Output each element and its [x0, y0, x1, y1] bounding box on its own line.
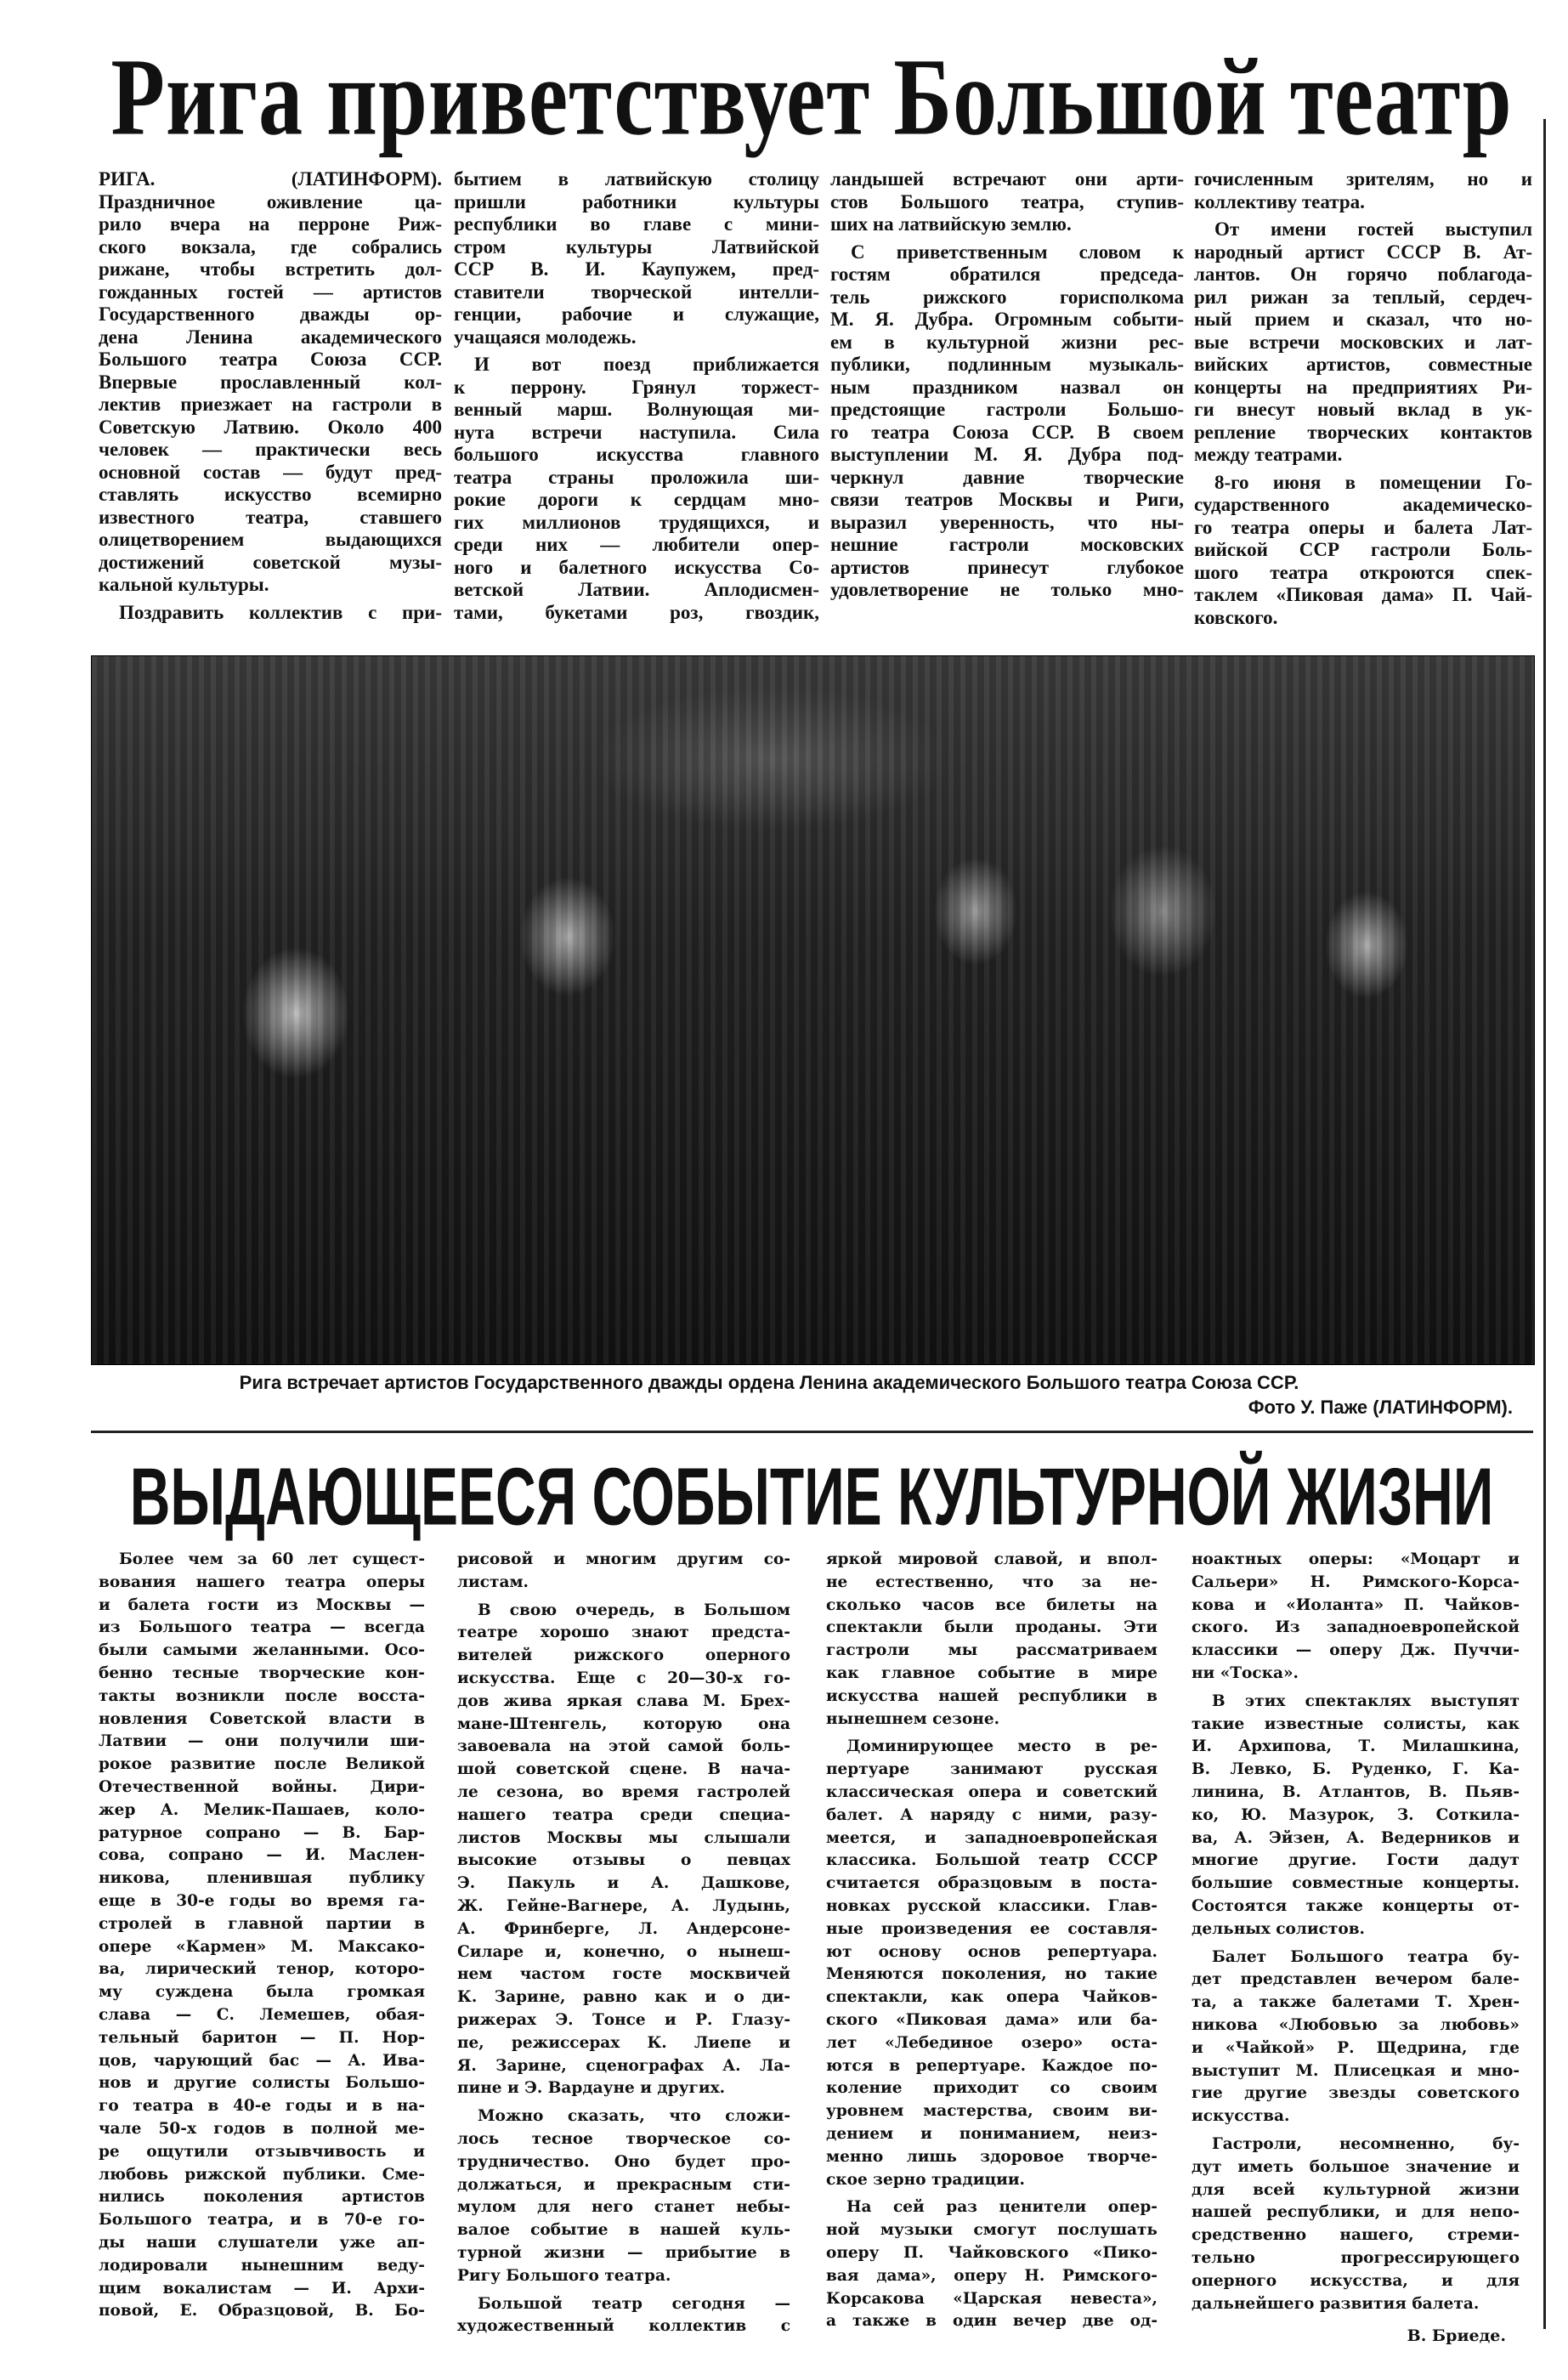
text-line: завоевала на этой самой боль- [457, 1737, 790, 1756]
text-line: ются в репертуаре. Каждое по- [826, 2056, 1158, 2075]
text-line: тельный баритон — П. Нор- [99, 2028, 425, 2047]
text-line: ского вокзала, где собрались [99, 235, 442, 258]
text-line: классики — оперу Дж. Пуччи- [1192, 1641, 1520, 1660]
text-line: В этих спектаклях выступят [1212, 1692, 1520, 1710]
text-line: гих миллионов трудящихся, и [454, 511, 819, 533]
text-line: дальнейшего развития балета. [1192, 2294, 1480, 2313]
text-line: ландышей встречают они арти- [830, 168, 1184, 190]
text-line: ковского. [1194, 606, 1278, 628]
article-column [1192, 1549, 1520, 2315]
text-line: выступит М. Плисецкая и мно- [1192, 2061, 1520, 2080]
text-line: удовлетворение не только мно- [830, 579, 1184, 600]
text-line: опере «Кармен» М. Максако- [99, 1937, 425, 1956]
article-column [826, 1549, 1158, 2333]
text-line: Ригу Большого театра. [457, 2266, 671, 2285]
text-line: дут иметь большое значение и [1192, 2157, 1520, 2176]
text-line: К. Зарине, равно как и о ди- [457, 1988, 790, 2007]
text-line: такты возникли после восста- [99, 1686, 425, 1705]
text-line: публики, подлинным музыкаль- [830, 354, 1184, 375]
text-line: высокие отзывы о певцах [457, 1851, 790, 1870]
article-column [1194, 168, 1532, 629]
text-line: повой, Е. Образцовой, В. Бо- [99, 2302, 425, 2320]
text-line: ва, А. Эйзен, А. Ведерников и [1192, 1828, 1520, 1847]
text-line: к перрону. Грянул торжест- [454, 376, 819, 398]
text-line: Большого театра, и в 70-е го- [99, 2211, 425, 2230]
text-line: ре ощутили отзывчивость и [99, 2142, 425, 2161]
text-line: учащаяся молодежь. [454, 326, 637, 348]
text-line: большие совместные концерты. [1192, 1874, 1520, 1893]
text-line: му суждена была громкая [99, 1983, 425, 2002]
text-line: ского. Из западноевропейской [1192, 1618, 1520, 1637]
text-line: Корсакова «Царская невеста», [826, 2289, 1158, 2308]
text-line: Меняются поколения, но такие [826, 1965, 1158, 1984]
text-line: Большого театра Союза ССР. [99, 348, 442, 370]
text-line: Силаре и, конечно, о нынеш- [457, 1942, 790, 1961]
text-line: концерты на предприятиях Ри- [1194, 376, 1532, 398]
text-line: ный прием и сказал, что но- [1194, 309, 1532, 330]
text-line: листов Москвы мы слышали [457, 1828, 790, 1847]
text-line: лантов. Он горячо поблагода- [1194, 264, 1532, 285]
text-line: пе, режиссерах К. Лиепе и [457, 2033, 790, 2052]
text-line: ветской Латвии. Аплодисмен- [454, 579, 819, 600]
text-line: и балета гости из Москвы — [99, 1595, 425, 1614]
text-line: как главное событие в мире [826, 1663, 1158, 1682]
news-photo-crowd-at-station [91, 655, 1535, 1365]
text-line: гостям обратился председа- [830, 264, 1184, 285]
author-signature: В. Бриеде. [1407, 2326, 1506, 2345]
text-line: не естественно, что за не- [826, 1572, 1158, 1591]
text-line: трудничество. Оно будет про- [457, 2152, 790, 2171]
photo-texture [92, 656, 1534, 1364]
text-line: сова, сопрано — И. Маслен- [99, 1846, 425, 1865]
text-line: шой советской сцене. В нача- [457, 1760, 790, 1779]
text-line: Балет Большого театра бу- [1212, 1947, 1520, 1966]
text-line: дов жива яркая слава М. Брех- [457, 1692, 790, 1710]
text-line: основной состав — будут пред- [99, 461, 442, 483]
text-line: ского «Пиковая дама» или ба- [826, 2010, 1158, 2029]
text-line: стов Большого театра, ступив- [830, 190, 1184, 212]
text-line: считается образцовым в поста- [826, 1874, 1158, 1893]
text-line: большого искусства главного [454, 444, 819, 465]
text-line: линина, В. Атлантов, В. Пьяв- [1192, 1782, 1520, 1801]
text-line: вийских артистов, совместные [1194, 354, 1532, 375]
text-line: искусства нашей республики в [826, 1686, 1158, 1705]
text-line: таклем «Пиковая дама» П. Чай- [1194, 584, 1532, 605]
text-line: никова, пленившая публику [99, 1869, 425, 1888]
text-line: театре хорошо знают предста- [457, 1624, 790, 1642]
text-line: менно лишь здоровое творче- [826, 2147, 1158, 2166]
text-line: гие другие звезды советского [1192, 2084, 1520, 2103]
text-line: 8-го июня в помещении Го- [1214, 471, 1532, 493]
text-line: известного театра, ставшего [99, 506, 442, 528]
text-line: средственно нашего, стреми- [1192, 2226, 1520, 2245]
text-line: турной жизни — прибытие в [457, 2243, 790, 2262]
text-line: лось тесное творческое со- [457, 2129, 790, 2148]
text-line: нов и другие солисты Большо- [99, 2074, 425, 2093]
text-line: ного и балетного искусства Со- [454, 556, 819, 578]
text-line: связи театров Москвы и Риги, [830, 489, 1184, 510]
text-line: нем частом госте москвичей [457, 1965, 790, 1984]
text-line: нились поколения артистов [99, 2188, 425, 2207]
text-line: еще в 30-е годы во время га- [99, 1891, 425, 1910]
text-line: С приветственным словом к [851, 241, 1184, 263]
text-line: стром культуры Латвийской [454, 235, 819, 258]
text-line: ССР В. И. Каупужем, пред- [454, 258, 819, 280]
text-line: коление приходит со своим [826, 2079, 1158, 2098]
text-line: лектив приезжает на гастроли в [99, 394, 442, 415]
text-line: чале 50-х годов в полной ме- [99, 2119, 425, 2138]
text-line: ным праздником назвал он [830, 376, 1184, 398]
text-line: Сальери» Н. Римского-Корса- [1192, 1572, 1520, 1591]
text-line: искусства. [1192, 2107, 1290, 2126]
text-line: вийской ССР гастроли Боль- [1194, 539, 1532, 560]
text-line: сколько часов все билеты на [826, 1595, 1158, 1614]
text-line: среди них — любители опер- [454, 534, 819, 555]
text-line: артистов принесут глубокое [830, 556, 1184, 578]
photo-caption: Рига встречает артистов Государственного дважды ордена Ленина академического Большого театра Союза ССР. [239, 1372, 1299, 1393]
text-line: гочисленным зрителям, но и [1194, 168, 1532, 190]
text-line: балет. А наряду с ними, разу- [826, 1805, 1158, 1824]
text-line: шого театра откроются спек- [1194, 561, 1532, 583]
text-line: нешние гастроли московских [830, 534, 1184, 555]
text-line: должаться, и прекрасным сти- [457, 2175, 790, 2194]
text-line: рижане, чтобы встретить дол- [99, 258, 442, 280]
text-line: яркой мировой славой, и впол- [826, 1550, 1158, 1568]
text-line: Праздничное оживление ца- [99, 190, 442, 212]
text-line: слава — С. Лемешев, обая- [99, 2005, 425, 2024]
text-line: пришли работники культуры [454, 190, 819, 212]
text-line: ва, лирический тенор, которо- [99, 1960, 425, 1979]
text-line: М. Я. Дубра. Огромным событи- [830, 309, 1184, 330]
text-line: спектакли, как опера Чайков- [826, 1988, 1158, 2007]
text-line: гастроли мы рассматриваем [826, 1641, 1158, 1660]
text-line: ды наши слушатели уже ап- [99, 2233, 425, 2252]
text-line: А. Фринберге, Л. Андерсоне- [457, 1919, 790, 1938]
text-line: и «Чайкой» Р. Щедрина, где [1192, 2038, 1520, 2057]
text-line: дением и пониманием, неиз- [826, 2124, 1158, 2143]
text-line: а также в один вечер две од- [826, 2312, 1158, 2331]
text-line: классическая опера и советский [826, 1782, 1158, 1801]
text-line: Поздравить коллектив с при- [119, 601, 442, 623]
text-line: ни «Тоска». [1192, 1663, 1299, 1682]
text-line: театра страны проложила ши- [454, 466, 819, 488]
text-line: Государственного дважды ор- [99, 303, 442, 325]
column-border-rule [1543, 119, 1546, 2329]
text-line: вые встречи московских и лат- [1194, 331, 1532, 353]
text-line: никова «Любовью за любовь» [1192, 2015, 1520, 2034]
text-line: Доминирующее место в ре- [846, 1737, 1158, 1756]
text-line: ем в культурной жизни рес- [830, 331, 1184, 353]
text-line: Более чем за 60 лет сущест- [119, 1550, 425, 1568]
text-line: меется, и западноевропейская [826, 1828, 1158, 1847]
text-line: нута встречи наступила. Сила [454, 421, 819, 443]
article-column [99, 168, 442, 624]
text-line: тельно прогрессирующего [1192, 2248, 1520, 2267]
text-line: оперного искусства, и для [1192, 2271, 1520, 2290]
article-column [830, 168, 1184, 602]
text-line: уровнем мастерства, своим ви- [826, 2102, 1158, 2121]
text-line: ратурное сопрано — В. Бар- [99, 1823, 425, 1842]
text-line: для всей культурной жизни [1192, 2180, 1520, 2199]
text-line: олицетворением выдающихся [99, 529, 442, 550]
text-line: дельных солистов. [1192, 1919, 1365, 1938]
text-line: тами, букетами роз, гвоздик, [454, 601, 819, 623]
text-line: между театрами. [1194, 444, 1343, 465]
text-line: новления Советской власти в [99, 1709, 425, 1728]
article-column [457, 1549, 790, 2338]
text-line: достижений советской музы- [99, 551, 442, 573]
text-line: В свою очередь, в Большом [478, 1601, 790, 1619]
text-line: Э. Пакуль и А. Дашкове, [457, 1874, 790, 1893]
text-line: стролей в главной партии в [99, 1914, 425, 1933]
text-line: Впервые прославленный кол- [99, 371, 442, 393]
text-line: человек — практически весь [99, 439, 442, 460]
text-line: венный марш. Волнующая ми- [454, 399, 819, 420]
text-line: та, а также балетами Т. Хрен- [1192, 1993, 1520, 2012]
text-line: кальной культуры. [99, 574, 269, 595]
text-line: Отечественной войны. Дири- [99, 1777, 425, 1796]
text-line: нашей республики, и для непо- [1192, 2203, 1520, 2222]
text-line: РИГА. (ЛАТИНФОРМ). [99, 168, 442, 190]
text-line: выразил уверенность, что ны- [830, 511, 1184, 533]
text-line: Можно сказать, что сложи- [478, 2107, 790, 2126]
text-line: такие известные солисты, как [1192, 1714, 1520, 1733]
text-line: дет представлен вечером бале- [1192, 1970, 1520, 1989]
text-line: Состоятся также концерты от- [1192, 1896, 1520, 1915]
text-line: вителей рижского оперного [457, 1646, 790, 1665]
text-line: рило вчера на перроне Риж- [99, 213, 442, 235]
text-line: ставлять искусство всемирно [99, 484, 442, 505]
text-line: И. Архипова, Т. Милашкина, [1192, 1737, 1520, 1756]
photo-credit: Фото У. Паже (ЛАТИНФОРМ). [1248, 1397, 1513, 1418]
text-line: из Большого театра — всегда [99, 1618, 425, 1637]
text-line: ные произведения ее составля- [826, 1919, 1158, 1938]
text-line: коллективу театра. [1194, 190, 1365, 212]
text-line: Я. Зарине, сценографах А. Ла- [457, 2056, 790, 2075]
text-line: От имени гостей выступил [1214, 218, 1532, 240]
text-line: многие другие. Гости дадут [1192, 1851, 1520, 1870]
text-line: ле сезона, во время гастролей [457, 1782, 790, 1801]
text-line: гожданных гостей — артистов [99, 280, 442, 303]
text-line: валое событие в нашей куль- [457, 2221, 790, 2240]
text-line: нынешнем сезоне. [826, 1709, 1000, 1728]
text-line: Советскую Латвию. Около 400 [99, 416, 442, 438]
text-line: рил рижан за теплый, сердеч- [1194, 286, 1532, 308]
text-line: пине и Э. Вардауне и других. [457, 2079, 726, 2098]
text-line: ших на латвийскую землю. [830, 213, 1072, 235]
text-line: художественный коллектив с [457, 2317, 790, 2336]
text-line: народный артист СССР В. Ат- [1194, 241, 1532, 263]
text-line: республики во главе с мини- [454, 213, 819, 235]
text-line: рокое развитие после Великой [99, 1755, 425, 1774]
text-line: мане-Штенгель, которую она [457, 1714, 790, 1733]
article-headline-event: ВЫДАЮЩЕЕСЯ СОБЫТИЕ КУЛЬТУРНОЙ ЖИЗНИ [129, 1450, 1494, 1542]
text-line: го театра оперы и балета Лат- [1194, 516, 1532, 538]
text-line: вая дама», оперу Н. Римского- [826, 2266, 1158, 2285]
text-line: ское зерно традиции. [826, 2170, 1025, 2189]
text-line: цов, чарующий бас — А. Ива- [99, 2051, 425, 2070]
article-headline-riga: Рига приветствует Большой театр [110, 36, 1513, 159]
text-line: мулом для него станет небы- [457, 2198, 790, 2217]
text-line: Латвии — они получили ши- [99, 1732, 425, 1751]
text-line: ставители творческой интелли- [454, 280, 819, 303]
text-line: ной музыки смогут послушать [826, 2221, 1158, 2240]
text-line: Ж. Гейне-Вагнере, А. Лудынь, [457, 1896, 790, 1915]
article-column [99, 1549, 425, 2323]
text-line: бытием в латвийскую столицу [454, 168, 819, 190]
text-line: предстоящие гастроли Большо- [830, 399, 1184, 420]
text-line: рисовой и многим другим со- [457, 1550, 790, 1568]
text-line: оперу П. Чайковского «Пико- [826, 2243, 1158, 2262]
text-line: щим вокалистам — И. Архи- [99, 2279, 425, 2298]
text-line: новках русской классики. Глав- [826, 1896, 1158, 1915]
text-line: выступлении М. Я. Дубра под- [830, 444, 1184, 465]
text-line: пертуаре занимают русская [826, 1760, 1158, 1779]
text-line: ги внесут новый вклад в ук- [1194, 399, 1532, 420]
text-line: рижерах Э. Тонсе и Р. Глазу- [457, 2010, 790, 2029]
text-line: ко, Ю. Мазурок, З. Соткила- [1192, 1805, 1520, 1824]
text-line: бенно тесные творческие кон- [99, 1663, 425, 1682]
article-column [454, 168, 819, 624]
text-line: го театра Союза ССР. В своем [830, 421, 1184, 443]
text-line: Гастроли, несомненно, бу- [1212, 2134, 1520, 2153]
text-line: ют основу основ репертуара. [826, 1942, 1158, 1961]
text-line: черкнул давние творческие [830, 466, 1184, 488]
text-line: рокие дороги к сердцам мно- [454, 489, 819, 510]
text-line: сударственного академическо- [1194, 494, 1532, 515]
text-line: любовь рижской публики. Сме- [99, 2165, 425, 2184]
text-line: листам. [457, 1572, 529, 1591]
text-line: вования нашего театра оперы [99, 1572, 425, 1591]
text-line: Большой театр сегодня — [478, 2294, 790, 2313]
text-line: нашего театра среди специа- [457, 1805, 790, 1824]
text-line: тель рижского горисполкома [830, 286, 1184, 308]
text-line: лет «Лебединое озеро» оста- [826, 2033, 1158, 2052]
text-line: жер А. Мелик-Пашаев, коло- [99, 1800, 425, 1819]
text-line: дена Ленина академического [99, 326, 442, 348]
text-line: генции, рабочие и служащие, [454, 303, 819, 325]
text-line: лодировали нынешним веду- [99, 2256, 425, 2275]
text-line: ноактных оперы: «Моцарт и [1192, 1550, 1520, 1568]
text-line: классика. Большой театр СССР [826, 1851, 1158, 1870]
text-line: репление творческих контактов [1194, 421, 1532, 443]
text-line: были самыми желанными. Осо- [99, 1641, 425, 1660]
text-line: спектакли были проданы. Эти [826, 1618, 1158, 1637]
text-line: го театра в 40-е годы и в на- [99, 2097, 425, 2116]
text-line: В. Левко, Б. Руденко, Г. Ка- [1192, 1760, 1520, 1779]
text-line: И вот поезд приближается [474, 354, 819, 375]
text-line: искусства. Еще с 20—30-х го- [457, 1669, 790, 1687]
text-line: На сей раз ценители опер- [846, 2198, 1158, 2217]
text-line: кова и «Иоланта» П. Чайков- [1192, 1595, 1520, 1614]
